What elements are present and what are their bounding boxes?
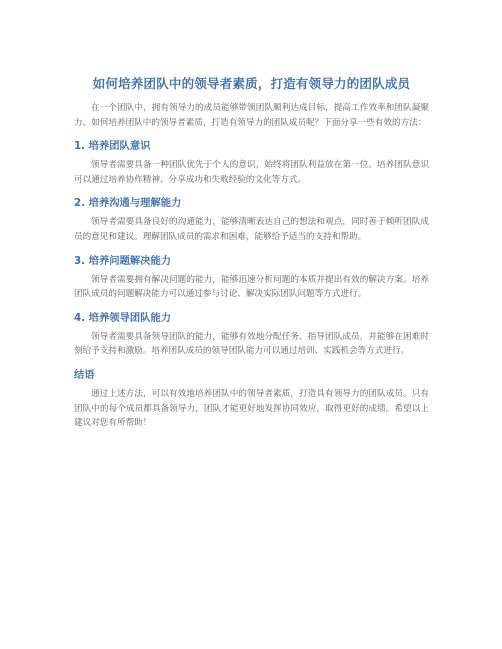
document-page [74,74,429,431]
section-body: 领导者需要具备良好的沟通能力，能够清晰表达自己的想法和观点，同时善于倾听团队成员的意见和建议。理解团队成员的需求和困难，能够给予适当的支持和帮助。 [74,217,429,242]
section-communication [74,195,429,244]
section-leadership [74,310,429,359]
section-heading: 2. 培养沟通与理解能力 [74,197,182,210]
section-heading: 4. 培养领导团队能力 [74,311,172,324]
section-body: 领导者需要具备领导团队的能力，能够有效地分配任务、指导团队成员，并能够在困难时刻给予支持和激励。培养团队成员的领导团队能力可以通过培训、实践机会等方式进行。 [74,331,429,357]
document-title: 如何培养团队中的领导者素质，打造有领导力的团队成员 [92,76,411,91]
section-conclusion [74,367,429,431]
intro-paragraph: 在一个团队中，拥有领导力的成员能够带领团队顺利达成目标，提高工作效率和团队凝聚力。如何培养团队中的领导者素质，打造有领导力的团队成员呢？下面分享一些有效的方法： [74,103,429,128]
conclusion-body: 通过上述方法，可以有效地培养团队中的领导者素质，打造具有领导力的团队成员。只有团队中的每个成员都具备领导力，团队才能更好地发挥协同效应，取得更好的成绩。希望以上建议对您有所帮助！ [74,388,429,429]
section-heading: 1. 培养团队意识 [74,140,151,153]
section-body: 领导者需要具备一种团队优先于个人的意识，始终将团队利益放在第一位。培养团队意识可以通过培养协作精神、分享成功和失败经验的文化等方式。 [74,160,429,185]
section-body: 领导者需要拥有解决问题的能力，能够迅速分析问题的本质并提出有效的解决方案。培养团队成员的问题解决能力可以通过参与讨论、解决实际团队问题等方式进行。 [74,274,429,300]
conclusion-heading: 结语 [74,368,95,381]
section-heading: 3. 培养问题解决能力 [74,254,172,267]
section-team-awareness [74,138,429,187]
section-problem-solving [74,253,429,302]
